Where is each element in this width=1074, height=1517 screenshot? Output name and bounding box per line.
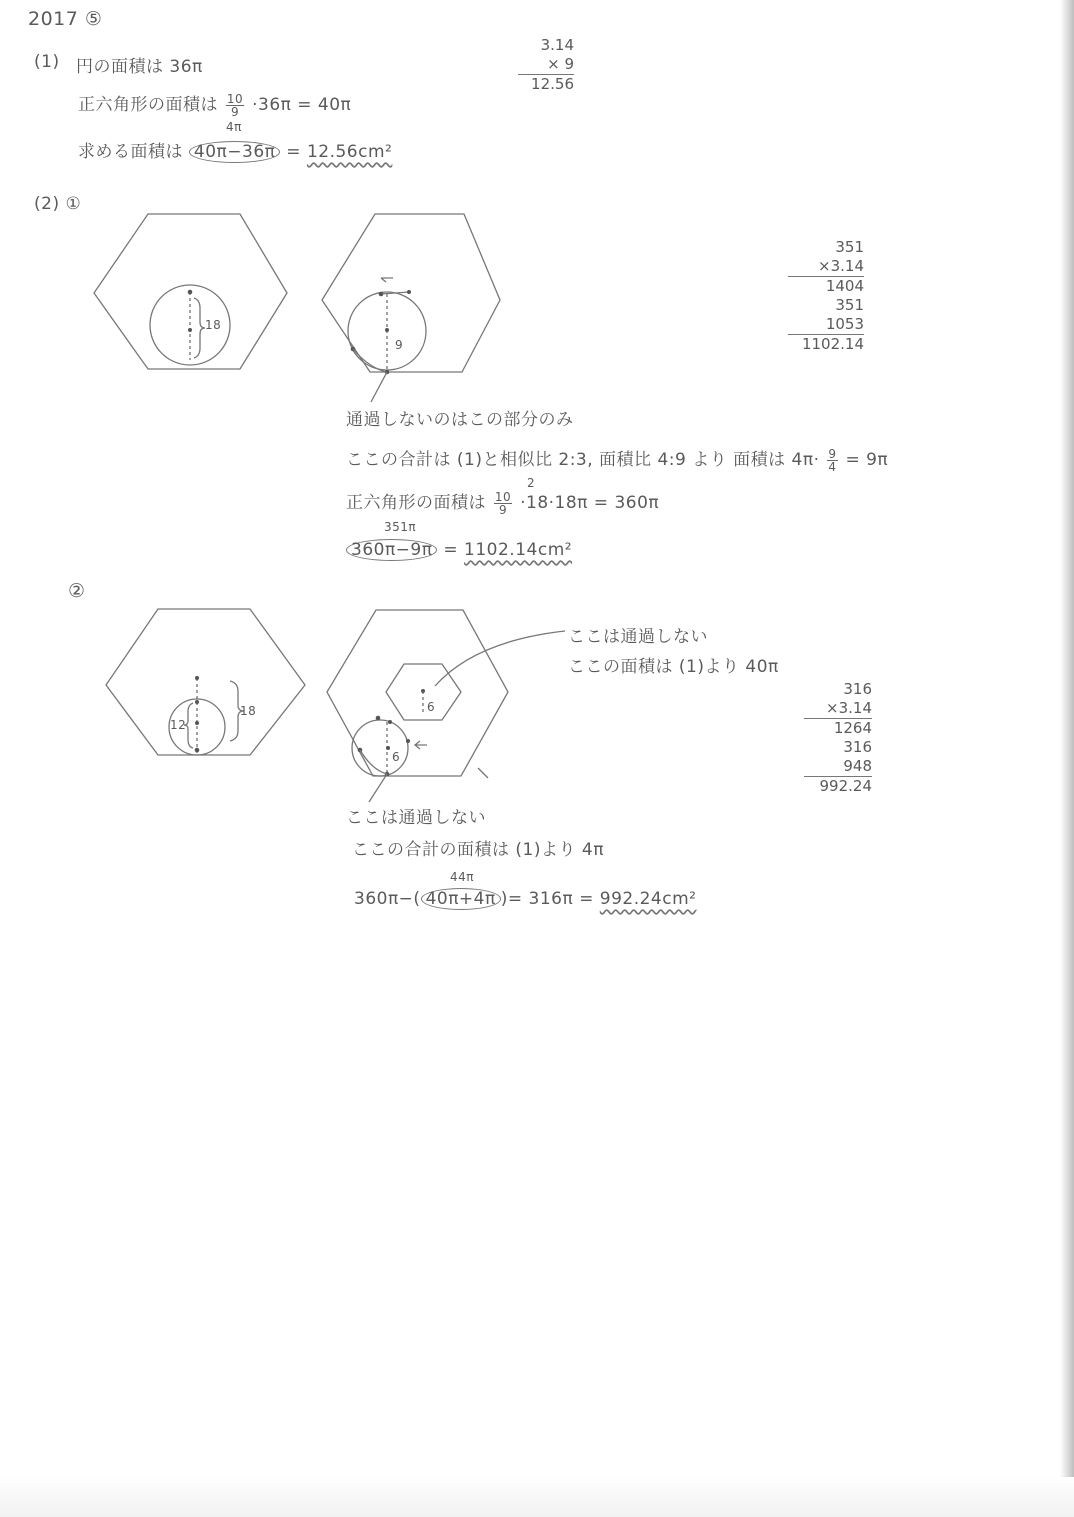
- part2-hex-suffix: ·18·18π = 360π: [520, 493, 660, 513]
- part3-final-prefix: 360π−(: [354, 889, 421, 909]
- calc2-row-1: ×3.14: [818, 257, 864, 275]
- part1-line3-answer: 12.56cm²: [306, 142, 393, 162]
- callout1-line1: ここは通過しない: [568, 627, 708, 647]
- figure-hexagon-4: [327, 610, 565, 802]
- calc3-row-1: ×3.14: [826, 699, 872, 717]
- calc3-row-0: 316: [843, 680, 872, 698]
- fig1-label-18: 18: [205, 318, 222, 332]
- calc2-row-5: 1102.14: [788, 334, 864, 354]
- part2-hex-prefix: 正六角形の面積は: [346, 493, 486, 513]
- part3-final-expr: 40π+4π: [421, 888, 501, 910]
- part2-note: 通過しないのはこの部分のみ: [346, 410, 574, 430]
- part3-note-line1: ここは通過しない: [346, 808, 486, 828]
- part2-hex-line: [346, 488, 659, 516]
- calc2-row-3: 351: [835, 296, 864, 314]
- fig3-label-18: 18: [240, 704, 257, 718]
- part2-line-total-prefix: ここの合計は (1)と相似比 2:3, 面積比 4:9 より 面積は 4π·: [346, 450, 820, 470]
- page-title: 2017 ⑤: [28, 8, 103, 30]
- part1-line2-fraction: [226, 93, 244, 118]
- part1-line3-prefix: 求める面積は: [78, 142, 183, 162]
- part2-line-total-frac-den: 4: [828, 459, 837, 474]
- part3-label: ②: [68, 580, 86, 602]
- calc3-row-2: 1264: [804, 718, 872, 738]
- part2-ans-answer: 1102.14cm²: [464, 540, 573, 560]
- part1-label: (1): [34, 52, 60, 72]
- calc2-row-4: 1053: [825, 315, 864, 333]
- part2-line-total-fraction: [827, 448, 837, 473]
- part1-line2-frac-num: 10: [226, 91, 244, 106]
- part2-ans-eq: =: [443, 540, 459, 560]
- fig3-label-12: 12: [170, 718, 187, 732]
- part2-ans-over: 351π: [384, 520, 417, 534]
- part2-line-total: [346, 445, 888, 473]
- part2-line-total-suffix: = 9π: [845, 450, 889, 470]
- part3-final-mid: )= 316π =: [500, 889, 594, 909]
- calc1-row-2: 12.56: [518, 74, 574, 94]
- calc-block-2: [788, 238, 864, 354]
- part2-ans-expr: 360π−9π: [346, 539, 437, 561]
- scan-bottom-shadow: [0, 1477, 1074, 1517]
- calc-block-1: [518, 36, 574, 94]
- part1-line2-suffix: ·36π = 40π: [252, 95, 352, 115]
- part2-label: (2) ①: [34, 194, 82, 214]
- calc-block-3: [804, 680, 872, 796]
- part2-hex-frac-den: 9: [498, 502, 508, 517]
- calc2-row-2: 1404: [788, 276, 864, 296]
- fig4-label-6-bottom: 6: [392, 750, 401, 764]
- part2-ans-line: [346, 540, 572, 560]
- calc3-row-3: 316: [843, 738, 872, 756]
- fig4-label-6-top: 6: [427, 700, 436, 714]
- callout1-line2: ここの面積は (1)より 40π: [568, 657, 779, 677]
- scan-edge-shadow: [1060, 0, 1074, 1517]
- part1-line2: [78, 90, 351, 118]
- part2-hex-small-num: 2: [527, 476, 536, 490]
- part1-line1: 円の面積は 36π: [76, 57, 203, 77]
- part3-note-line2: ここの合計の面積は (1)より 4π: [352, 840, 604, 860]
- part2-hex-frac-num: 10: [494, 489, 512, 504]
- part2-line-total-frac-num: 9: [828, 446, 837, 461]
- figure-hexagon-1: [94, 214, 287, 369]
- part1-line3: [78, 137, 392, 162]
- part3-final-over: 44π: [450, 870, 474, 884]
- figure-hexagon-3: [106, 609, 305, 755]
- part2-hex-fraction: [494, 491, 512, 516]
- part1-line2-prefix: 正六角形の面積は: [78, 95, 218, 115]
- part1-line3-expr: 40π−36π: [189, 141, 280, 163]
- part3-final-line: [354, 889, 696, 909]
- figure-hexagon-2: [322, 214, 500, 402]
- part1-line2-frac-den: 9: [230, 104, 240, 119]
- part1-line3-over: 4π: [226, 120, 242, 134]
- fig2-label-9: 9: [395, 338, 404, 352]
- calc3-row-5: 992.24: [804, 776, 872, 796]
- calc1-row-0: 3.14: [540, 36, 574, 54]
- calc3-row-4: 948: [843, 757, 872, 775]
- calc2-row-0: 351: [835, 238, 864, 256]
- part1-line3-eq: =: [286, 142, 302, 162]
- calc1-row-1: × 9: [547, 55, 574, 73]
- part3-final-answer: 992.24cm²: [599, 889, 697, 909]
